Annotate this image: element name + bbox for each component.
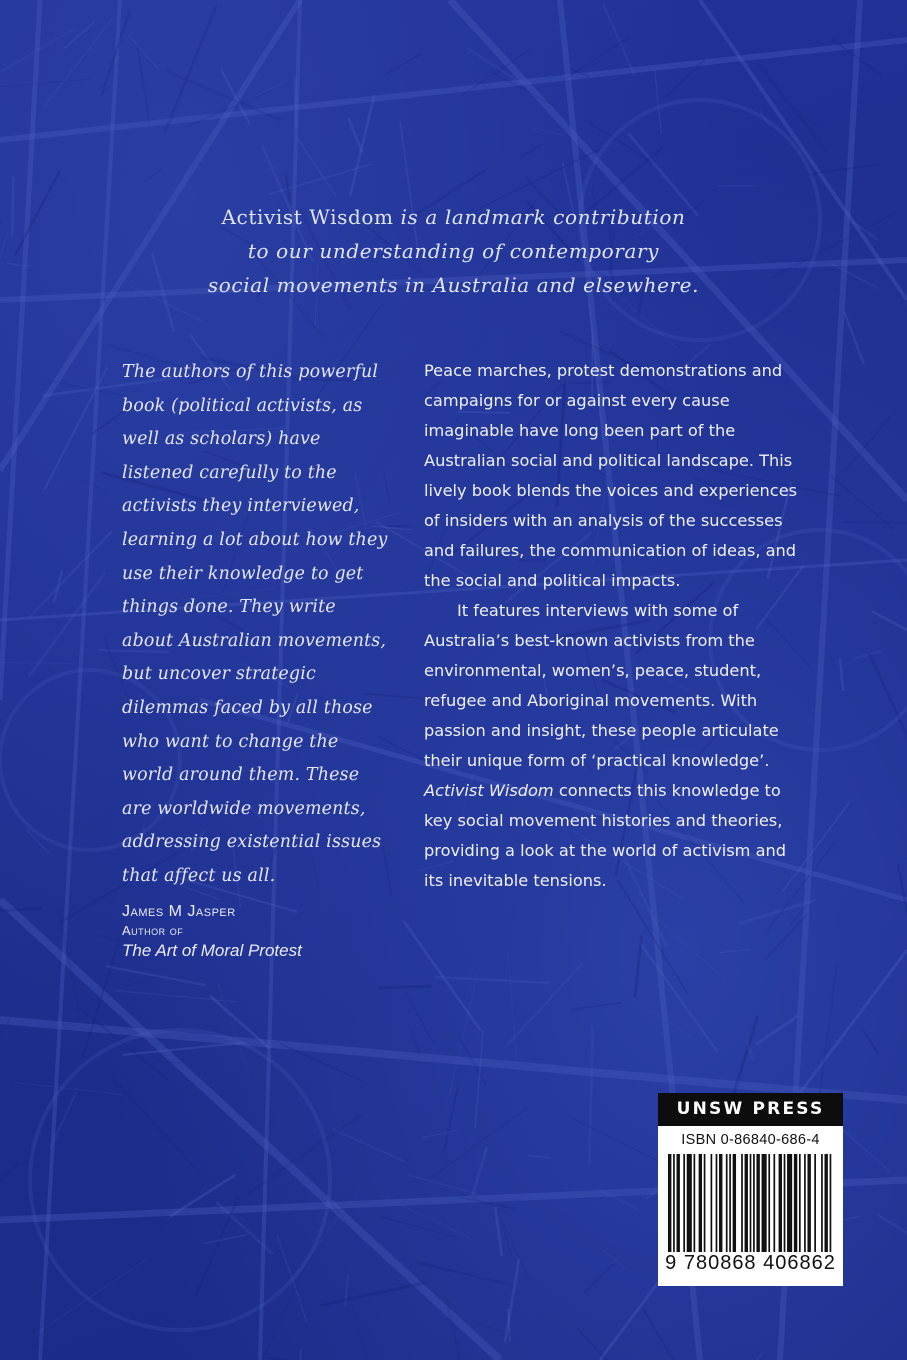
book-blurb <box>424 356 804 896</box>
barcode-icon <box>668 1154 833 1252</box>
tagline-line1: is a landmark contribution <box>393 205 686 229</box>
blurb-paragraph-2-start: It features interviews with some of Australia’s best-known activists from the environmental, women’s, peace, student, refugee and Aboriginal movements. With passion and insight, these people articulate their unique form of ‘practical knowledge’. <box>424 601 779 770</box>
blurb-book-title: Activist Wisdom <box>424 781 554 800</box>
ean-number: 9 780868 406862 <box>665 1252 836 1274</box>
endorsement-attribution <box>122 901 402 963</box>
endorser-book-title: The Art of Moral Protest <box>122 941 302 960</box>
publisher-logo: UNSW PRESS <box>658 1093 843 1126</box>
tagline-line2: to our understanding of contemporary <box>247 239 660 263</box>
tagline-title: Activist Wisdom <box>221 205 394 229</box>
tagline-line3: social movements in Australia and elsewhere. <box>207 273 700 297</box>
blurb-paragraph-1: Peace marches, protest demonstrations and campaigns for or against every cause imaginable have long been part of the Australian social and political landscape. This lively book blends the voices and experiences of insiders with an analysis of the successes and failures, the communication of ideas, and the social and political impacts. <box>424 361 798 590</box>
tagline <box>140 200 767 302</box>
isbn-label: ISBN 0-86840-686-4 <box>681 1132 820 1148</box>
endorsement-quote: The authors of this powerful book (political activists, as well as scholars) have listened carefully to the activists they interviewed, learning a lot about how they use their knowledge to get things done. They write about Australian movements, but uncover strategic dilemmas faced by all those who want to change the world around them. These are worldwide movements, addressing existential issues that affect us all. <box>122 362 388 886</box>
barcode-panel <box>658 1126 843 1286</box>
blurb-paragraph-2 <box>424 596 804 896</box>
author-of-label: Author of <box>122 923 184 938</box>
endorser-name: James M Jasper <box>122 903 236 920</box>
blurb-paragraph-2-end: connects this knowledge to key social movement histories and theories, providing a look at the world of activism and its inevitable tensions. <box>424 781 787 890</box>
